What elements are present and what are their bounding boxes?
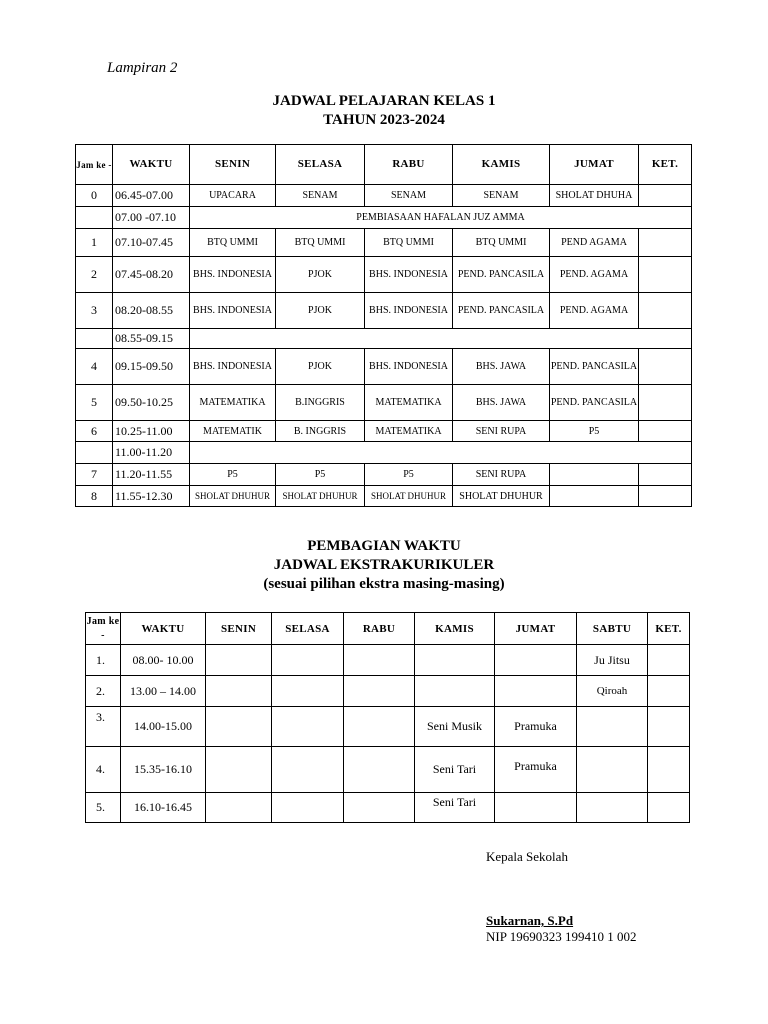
cell-sabtu: Ju Jitsu (577, 645, 648, 676)
cell-waktu: 15.35-16.10 (121, 747, 206, 793)
header-jumat: JUMAT (550, 145, 639, 185)
table-row (86, 747, 690, 793)
cell-kamis: BTQ UMMI (453, 229, 550, 257)
cell-waktu: 07.45-08.20 (113, 257, 190, 293)
cell-senin (206, 747, 272, 793)
cell-selasa: P5 (276, 464, 365, 486)
cell-sabtu: Qiroah (577, 676, 648, 707)
cell-sabtu (577, 793, 648, 823)
header-selasa: SELASA (272, 613, 344, 645)
signature-name: Sukarnan, S.Pd (486, 913, 574, 928)
cell-ket (639, 185, 692, 207)
cell-selasa: PJOK (276, 349, 365, 385)
cell-kamis: SENI RUPA (453, 421, 550, 442)
cell-no: 4. (86, 747, 121, 793)
cell-jam: 8 (76, 486, 113, 507)
header-kamis: KAMIS (415, 613, 495, 645)
table-row (76, 385, 692, 421)
cell-jumat (495, 676, 577, 707)
cell-selasa: SHOLAT DHUHUR (276, 486, 365, 507)
cell-no: 5. (86, 793, 121, 823)
cell-rabu (344, 676, 415, 707)
cell-jam: 6 (76, 421, 113, 442)
cell-merged-activity (190, 329, 692, 349)
cell-waktu: 11.20-11.55 (113, 464, 190, 486)
cell-waktu: 11.55-12.30 (113, 486, 190, 507)
cell-jumat: PEND. AGAMA (550, 257, 639, 293)
cell-ket (639, 257, 692, 293)
header-selasa: SELASA (276, 145, 365, 185)
cell-jam: 1 (76, 229, 113, 257)
cell-senin (206, 793, 272, 823)
cell-ket (648, 676, 690, 707)
cell-waktu: 08.00- 10.00 (121, 645, 206, 676)
cell-kamis: SHOLAT DHUHUR (453, 486, 550, 507)
cell-senin (206, 676, 272, 707)
signature-title: Kepala Sekolah (486, 849, 568, 864)
cell-kamis (415, 645, 495, 676)
cell-kamis: PEND. PANCASILA (453, 293, 550, 329)
cell-rabu (344, 747, 415, 793)
table-row (76, 257, 692, 293)
cell-senin (206, 645, 272, 676)
cell-selasa: B. INGGRIS (276, 421, 365, 442)
cell-rabu (344, 793, 415, 823)
header-jam: Jam ke - (86, 613, 121, 645)
cell-jam: 5 (76, 385, 113, 421)
cell-senin: BHS. INDONESIA (190, 349, 276, 385)
cell-waktu: 11.00-11.20 (113, 442, 190, 464)
cell-rabu: BTQ UMMI (365, 229, 453, 257)
cell-ket (639, 293, 692, 329)
cell-senin: BHS. INDONESIA (190, 257, 276, 293)
section-title-ekstra: JADWAL EKSTRAKURIKULER (273, 557, 495, 573)
cell-ket (639, 486, 692, 507)
section-title-pembagian: PEMBAGIAN WAKTU (307, 538, 461, 554)
cell-waktu: 08.20-08.55 (113, 293, 190, 329)
cell-kamis: BHS. JAWA (453, 349, 550, 385)
cell-selasa: SENAM (276, 185, 365, 207)
cell-rabu (344, 707, 415, 747)
cell-selasa: PJOK (276, 293, 365, 329)
cell-rabu: P5 (365, 464, 453, 486)
cell-jam: 2 (76, 257, 113, 293)
cell-ket (648, 645, 690, 676)
cell-jumat (495, 645, 577, 676)
cell-jumat: PEND. AGAMA (550, 293, 639, 329)
cell-rabu: BHS. INDONESIA (365, 257, 453, 293)
cell-ket (639, 349, 692, 385)
cell-kamis: PEND. PANCASILA (453, 257, 550, 293)
header-jumat: JUMAT (495, 613, 577, 645)
cell-senin: BTQ UMMI (190, 229, 276, 257)
cell-rabu: MATEMATIKA (365, 385, 453, 421)
header-waktu: WAKTU (113, 145, 190, 185)
table-row (86, 707, 690, 747)
table-row (76, 486, 692, 507)
cell-ket (639, 464, 692, 486)
cell-waktu: 06.45-07.00 (113, 185, 190, 207)
cell-jumat: P5 (550, 421, 639, 442)
table-row (76, 421, 692, 442)
schedule-title: JADWAL PELAJARAN KELAS 1 (272, 93, 496, 109)
header-senin: SENIN (206, 613, 272, 645)
cell-senin: SHOLAT DHUHUR (190, 486, 276, 507)
cell-senin (206, 707, 272, 747)
cell-kamis: SENI RUPA (453, 464, 550, 486)
cell-sabtu (577, 747, 648, 793)
header-sabtu: SABTU (577, 613, 648, 645)
table-row (86, 676, 690, 707)
header-kamis: KAMIS (453, 145, 550, 185)
cell-selasa: BTQ UMMI (276, 229, 365, 257)
cell-jumat (495, 793, 577, 823)
table-row (76, 185, 692, 207)
cell-ket (648, 793, 690, 823)
header-waktu: WAKTU (121, 613, 206, 645)
cell-jam (76, 207, 113, 229)
cell-rabu: SHOLAT DHUHUR (365, 486, 453, 507)
cell-senin: MATEMATIKA (190, 385, 276, 421)
cell-senin: MATEMATIK (190, 421, 276, 442)
cell-rabu: MATEMATIKA (365, 421, 453, 442)
table-row (76, 329, 692, 349)
cell-jumat: PEND AGAMA (550, 229, 639, 257)
cell-waktu: 09.50-10.25 (113, 385, 190, 421)
cell-senin: BHS. INDONESIA (190, 293, 276, 329)
header-ket: KET. (648, 613, 690, 645)
table-row (76, 442, 692, 464)
extracurricular-table (85, 612, 690, 823)
table-row (86, 793, 690, 823)
cell-waktu: 16.10-16.45 (121, 793, 206, 823)
cell-merged-activity: PEMBIASAAN HAFALAN JUZ AMMA (190, 207, 692, 229)
cell-waktu: 07.10-07.45 (113, 229, 190, 257)
table-row (76, 464, 692, 486)
cell-jam (76, 329, 113, 349)
lesson-schedule-table (75, 144, 692, 507)
cell-jam: 0 (76, 185, 113, 207)
cell-no: 3. (86, 707, 121, 747)
cell-waktu: 08.55-09.15 (113, 329, 190, 349)
cell-sabtu (577, 707, 648, 747)
cell-waktu: 07.00 -07.10 (113, 207, 190, 229)
header-rabu: RABU (365, 145, 453, 185)
attachment-label: Lampiran 2 (107, 60, 178, 76)
cell-waktu: 09.15-09.50 (113, 349, 190, 385)
cell-rabu: SENAM (365, 185, 453, 207)
header-rabu: RABU (344, 613, 415, 645)
table-row (76, 349, 692, 385)
cell-ket (648, 707, 690, 747)
cell-waktu: 14.00-15.00 (121, 707, 206, 747)
cell-jumat (550, 486, 639, 507)
cell-jumat: Pramuka (495, 747, 577, 793)
cell-jumat: Pramuka (495, 707, 577, 747)
cell-selasa (272, 645, 344, 676)
cell-waktu: 13.00 – 14.00 (121, 676, 206, 707)
cell-rabu: BHS. INDONESIA (365, 293, 453, 329)
header-jam: Jam ke - (76, 145, 113, 185)
cell-kamis (415, 676, 495, 707)
cell-rabu (344, 645, 415, 676)
cell-selasa: PJOK (276, 257, 365, 293)
cell-ket (648, 747, 690, 793)
cell-jam: 3 (76, 293, 113, 329)
cell-jam: 4 (76, 349, 113, 385)
cell-no: 2. (86, 676, 121, 707)
table-row (76, 207, 692, 229)
cell-jumat: PEND. PANCASILA (550, 385, 639, 421)
cell-kamis: Seni Tari (415, 793, 495, 823)
cell-kamis: BHS. JAWA (453, 385, 550, 421)
cell-kamis: Seni Tari (415, 747, 495, 793)
cell-selasa (272, 707, 344, 747)
header-senin: SENIN (190, 145, 276, 185)
header-ket: KET. (639, 145, 692, 185)
cell-ket (639, 229, 692, 257)
section-subtitle-ekstra: (sesuai pilihan ekstra masing-masing) (263, 576, 505, 592)
cell-selasa (272, 676, 344, 707)
cell-waktu: 10.25-11.00 (113, 421, 190, 442)
cell-jumat (550, 464, 639, 486)
cell-selasa (272, 747, 344, 793)
cell-kamis: Seni Musik (415, 707, 495, 747)
table-row (76, 229, 692, 257)
table-row (86, 645, 690, 676)
cell-senin: UPACARA (190, 185, 276, 207)
signature-nip: NIP 19690323 199410 1 002 (486, 929, 637, 944)
cell-selasa (272, 793, 344, 823)
cell-kamis: SENAM (453, 185, 550, 207)
cell-ket (639, 385, 692, 421)
schedule-year: TAHUN 2023-2024 (323, 112, 445, 128)
cell-jumat: SHOLAT DHUHA (550, 185, 639, 207)
cell-senin: P5 (190, 464, 276, 486)
cell-rabu: BHS. INDONESIA (365, 349, 453, 385)
cell-selasa: B.INGGRIS (276, 385, 365, 421)
cell-jam (76, 442, 113, 464)
cell-jumat: PEND. PANCASILA (550, 349, 639, 385)
cell-merged-activity (190, 442, 692, 464)
table-row (76, 293, 692, 329)
cell-no: 1. (86, 645, 121, 676)
cell-ket (639, 421, 692, 442)
cell-jam: 7 (76, 464, 113, 486)
